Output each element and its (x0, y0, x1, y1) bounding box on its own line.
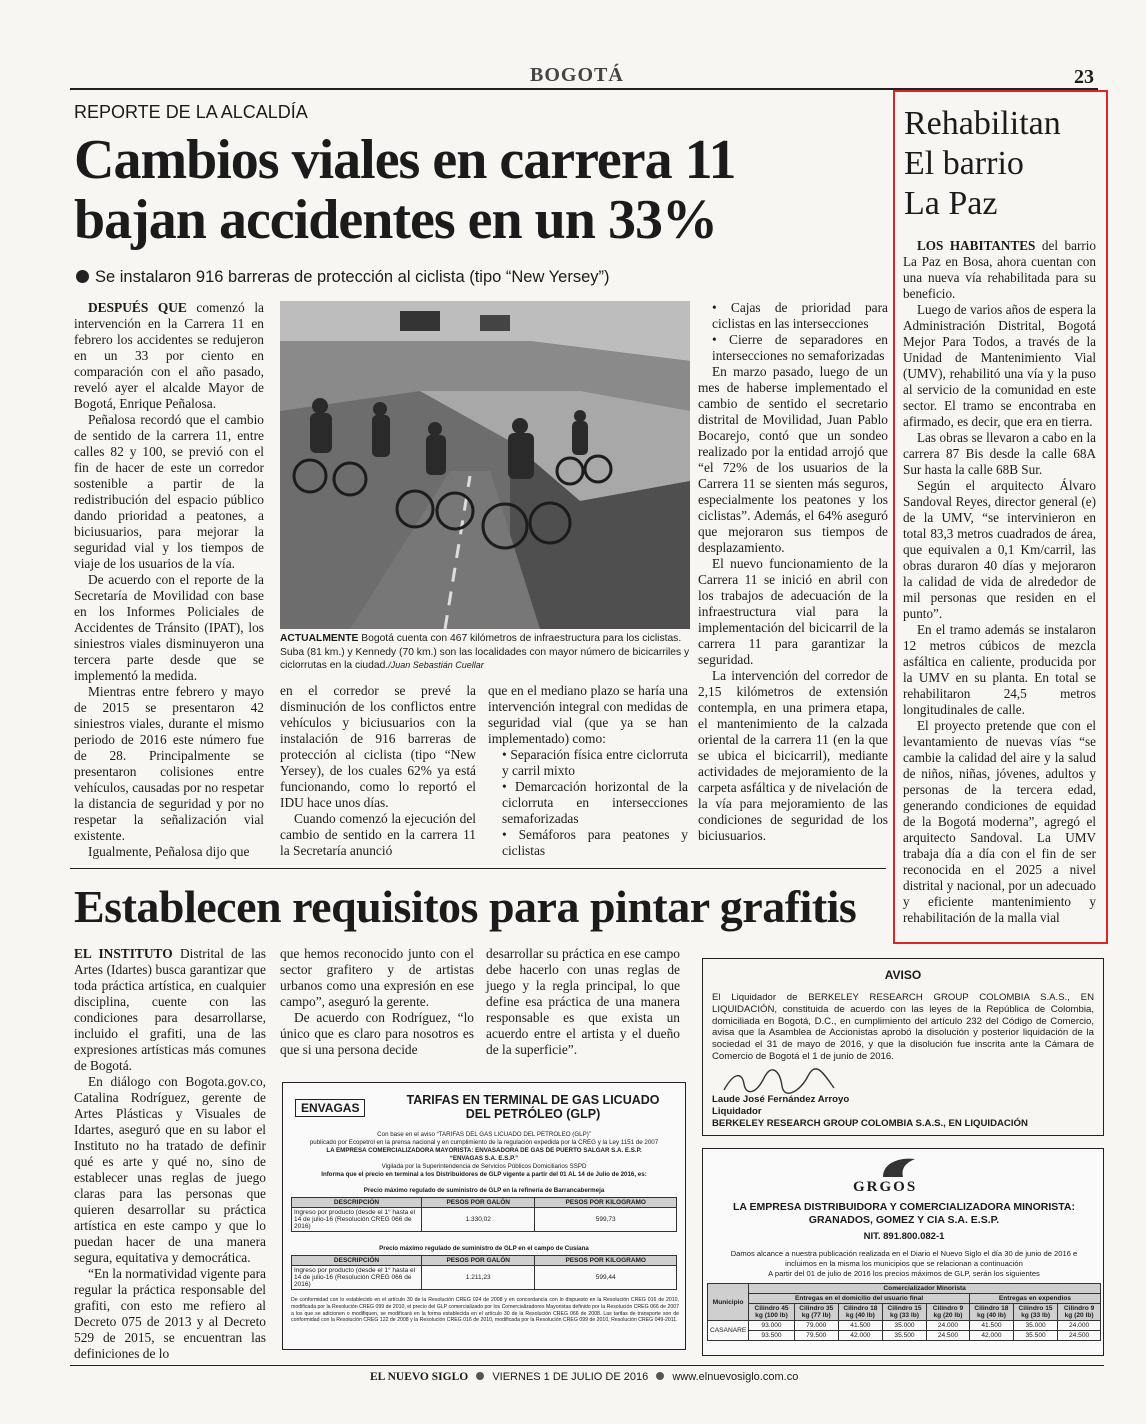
table-cell: 24.000 (927, 1321, 970, 1331)
table-header: Cilindro 15 kg (33 lb) (882, 1304, 926, 1321)
granados-title-line: LA EMPRESA DISTRIBUIDORA Y COMERCIALIZADORA MINORISTA: (732, 1201, 1076, 1213)
table-cell: 42.000 (838, 1331, 882, 1341)
dot-icon (656, 1372, 664, 1380)
table-cell: Ingreso por producto (desde el 1° hasta el 14 de julio-16 (Resolución CREG 066 de 2016) (292, 1208, 422, 1232)
envagas-intro-line: Vigilada por la Superintendencia de Servicios Públicos Domiciliarios SSPD (381, 1163, 587, 1170)
table-header: PESOS POR GALÓN (422, 1198, 535, 1208)
table-title: Precio máximo regulado de suministro de GLP en la refinería de Barrancabermeja (363, 1187, 605, 1194)
envagas-logo: ENVAGAS (295, 1099, 365, 1117)
photo-credit: /Juan Sebastián Cuellar (388, 660, 484, 670)
paragraph: En marzo pasado, luego de un mes de haberse implementado el cambio de sentido el secretario distrital de Movilidad, Juan Pablo Bocarejo, contó que un sondeo realizado por la entidad arrojó que “el 72% de los usuarios de la Carrera 11 se sienten más seguros, especialmente los peatones y los ciclistas”. Además, el 64% aseguró que mejoraron sus tiempos de desplazamiento. (698, 364, 888, 555)
flame-icon (879, 1155, 919, 1181)
photo-illustration (280, 301, 690, 629)
aviso-company: BERKELEY RESEARCH GROUP COLOMBIA S.A.S., EN LIQUIDACIÓN (712, 1118, 1028, 1129)
table-header: PESOS POR KILOGRAMO (535, 1256, 677, 1266)
table-header: Cilindro 9 kg (20 lb) (927, 1304, 970, 1321)
paragraph: “En la normatividad vigente para regular la práctica responsable del grafiti, con esto me refiero al Decreto 075 de 2013 y al Decreto 529 de 2015, se encuentran las definiciones de lo (74, 1266, 266, 1361)
second-col-3 (486, 946, 680, 1058)
table-header: Entregas en el domicilio del usuario final (749, 1294, 970, 1304)
table-header: PESOS POR GALÓN (422, 1256, 535, 1266)
table-cell: 35.000 (1014, 1321, 1058, 1331)
table-header: DESCRIPCIÓN (292, 1198, 422, 1208)
bullet-icon (76, 270, 89, 283)
footer-website[interactable]: www.elnuevosiglo.com.co (672, 1371, 799, 1383)
envagas-title-line: TARIFAS EN TERMINAL DE GAS LICUADO (406, 1093, 660, 1107)
granados-ad (702, 1148, 1104, 1356)
page-number: 23 (1074, 66, 1094, 88)
lead-word: LOS HABITANTES (917, 238, 1036, 253)
envagas-intro-line: LA EMPRESA COMERCIALIZADORA MAYORISTA: ENVASADORA DE GAS DE PUERTO SALGAR S.A. E.S.P. (326, 1147, 642, 1154)
granados-body (709, 1249, 1099, 1279)
kicker: REPORTE DE LA ALCALDÍA (74, 102, 308, 122)
paragraph: En diálogo con Bogota.gov.co, Catalina Rodríguez, gerente de Artes Plásticas y Visuales de Idartes, aseguró que en su labor el Instituto no ha tratado de definir qué es arte y qué no, sino de establecer unas reglas de juego claras para las personas que quieren desarrollar su práctica artística en este campo y que lo puedan hacer de una manera segura, equitativa y democrática. (74, 1074, 266, 1265)
table-cell: 24.500 (927, 1331, 970, 1341)
sidebar-headline-line: La Paz (904, 185, 998, 222)
lead-word: EL INSTITUTO (74, 946, 173, 961)
granados-logo: GRGOS (853, 1179, 918, 1195)
table-cell: CASANARE (708, 1321, 749, 1341)
table-cell: 79.000 (794, 1321, 838, 1331)
table-cell: 35.500 (882, 1331, 926, 1341)
envagas-title (393, 1093, 673, 1121)
paragraph: comenzó la intervención en la Carrera 11 en febrero los accidentes se redujeron en un 33 por ciento en comparación con el año pasado, reveló ayer el alcalde Mayor de Bogotá, Enrique Peñalosa. (74, 300, 264, 411)
caption-text: Bogotá cuenta con 467 kilómetros de infraestructura para los ciclistas. Suba (81 km.) y Kennedy (70 km.) son las localidades con mayor número de bicicarriles y ciclorrutas en la ciudad. (280, 633, 690, 671)
caption-lead: ACTUALMENTE (280, 633, 359, 644)
footer-date: VIERNES 1 DE JULIO DE 2016 (492, 1371, 649, 1383)
main-headline (74, 130, 736, 250)
table-header: DESCRIPCIÓN (292, 1256, 422, 1266)
table-cell: 24.500 (1058, 1331, 1101, 1341)
table-header: Cilindro 18 kg (40 lb) (838, 1304, 882, 1321)
paragraph: Cuando comenzó la ejecución del cambio de sentido en la carrera 11 la Secretaría anunció (280, 811, 476, 858)
table-cell: 42.000 (969, 1331, 1013, 1341)
cyclists-photo (280, 301, 690, 629)
envagas-intro-line: Con base en el aviso “TARIFAS DEL GAS LICUADO DEL PETROLEO (GLP)” (377, 1131, 591, 1138)
subhead (76, 268, 610, 287)
sidebar-headline (904, 104, 1061, 224)
headline-line-2: bajan accidentes en un 33% (74, 189, 717, 251)
paragraph: Igualmente, Peñalosa dijo que (88, 844, 250, 859)
paragraph: Peñalosa recordó que el cambio de sentido de la carrera 11, entre calles 82 y 100, se previó con el fin de hacer de este un corredor sostenible a partir de la redistribución del espacio público dando prioridad a peatones, a biciusuarios, para mejorar la seguridad vial y los tiempos de viaje de los usuarios de la vía. (74, 412, 264, 571)
envagas-intro-line: “ENVAGAS S.A. E.S.P.” (449, 1155, 519, 1162)
table-header: Entregas en expendios (969, 1294, 1100, 1304)
table-cell: Ingreso por producto (desde el 1° hasta el 14 de julio-16 (Resolución CREG 066 de 2016) (292, 1266, 422, 1290)
paragraph: del barrio La Paz en Bosa, ahora cuentan con una nueva vía rehabilitada para su beneficio. (903, 238, 1096, 301)
envagas-intro (289, 1131, 679, 1179)
aviso-body: El Liquidador de BERKELEY RESEARCH GROUP COLOMBIA S.A.S., EN LIQUIDACIÓN, constituida de acuerdo con las leyes de la República de Colombia, domiciliada en Bogotá, D.C., en cumplimiento del artículo 232 del Código de Comercio, avisa que la Asamblea de Accionistas aprobó la disolución y posterior liquidación de la sociedad el 31 de mayo de 2016, y que la disolución fue inscrita ante la Cámara de Comercio de Bogotá el 1 de junio de 2016. (712, 992, 1094, 1062)
sidebar-headline-line: Rehabilitan (904, 105, 1061, 142)
second-col-2 (280, 946, 474, 1058)
table-cell: 1.211,23 (422, 1266, 535, 1290)
footer-rule (70, 1365, 1104, 1366)
lead-word: DESPUÉS QUE (88, 300, 187, 315)
paragraph: que hemos reconocido junto con el sector grafitero y de artistas urbanos como una expresión en ese campo”, aseguró la gerente. (280, 946, 474, 1009)
bullet-item: • Cajas de prioridad para ciclistas en las intersecciones (698, 300, 888, 332)
table-header: Cilindro 15 kg (33 lb) (1014, 1304, 1058, 1321)
aviso-role: Liquidador (712, 1106, 762, 1117)
envagas-table-1 (291, 1197, 677, 1232)
table-cell: 599,44 (535, 1266, 677, 1290)
footer-paper: EL NUEVO SIGLO (370, 1371, 469, 1383)
sidebar-body (903, 238, 1096, 926)
aviso-signer-block (712, 1094, 1028, 1130)
table-cell: 41.500 (838, 1321, 882, 1331)
headline-line-1: Cambios viales en carrera 11 (74, 129, 736, 191)
paragraph: El nuevo funcionamiento de la Carrera 11 se inició en abril con los trabajos de adecuación de la infraestructura vial para la implementación del bicicarril de la carrera 11 para garantizar la seguridad. (698, 556, 888, 667)
main-col-3 (488, 683, 688, 859)
envagas-ad (282, 1082, 686, 1350)
main-col-2 (280, 683, 476, 859)
table-header: Cilindro 35 kg (77 lb) (794, 1304, 838, 1321)
table-cell: 35.000 (882, 1321, 926, 1331)
paragraph: En el tramo además se instalaron 12 metros cúbicos de mezcla asfáltica en caliente, producida por la UMV en su planta. En total se rehabilitaron 24,5 metros longitudinales de calle. (903, 622, 1096, 717)
paragraph: Mientras entre febrero y mayo de 2015 se presentaron 42 siniestros viales, durante el mismo periodo de 2016 este número fue de 28. Principalmente se presentaron colisiones entre vehículos, causadas por no respetar la distancia de seguridad y por no respetar la señalización vial existente. (74, 684, 264, 843)
granados-body-line: Damos alcance a nuestra publicación realizada en el Diario el Nuevo Siglo el día 30 de junio de 2016 e (730, 1249, 1078, 1258)
footer (370, 1371, 798, 1383)
section-divider (70, 868, 886, 869)
table-header: Cilindro 45 kg (100 lb) (749, 1304, 794, 1321)
table-cell: 93.500 (749, 1331, 794, 1341)
table-header: Comercializador Minorista (749, 1284, 1101, 1294)
main-col-1 (74, 300, 264, 860)
paragraph: que en el mediano plazo se haría una intervención integral con medidas de seguridad vial (que ya se han implementado) como: (488, 683, 688, 746)
bullet-item: • Cierre de separadores en intersecciones no semaforizadas (698, 332, 888, 364)
table-cell: 1.330,02 (422, 1208, 535, 1232)
paragraph: Luego de varios años de espera la Administración Distrital, Bogotá Mejor Para Todos, a través de la Unidad de Mantenimiento Vial (UMV), rehabilitó una vía y la puso al servicio de la comunidad en este sector. El tramo se encontraba en afirmado, es decir, que era en tierra. (903, 302, 1096, 429)
envagas-title-line: DEL PETRÓLEO (GLP) (465, 1107, 601, 1121)
dot-icon (476, 1372, 484, 1380)
paragraph: en el corredor se prevé la disminución de los conflictos entre vehículos y biciusuarios con la instalación de 916 barreras de protección al ciclista (tipo “New Yersey), de los cuales 62% ya está funcionando, como lo reportó el IDU hace unos días. (280, 683, 476, 810)
bullet-item: • Separación física entre ciclorruta y carril mixto (488, 747, 688, 779)
granados-title (703, 1201, 1105, 1227)
envagas-intro-line: Informa que el precio en terminal a los Distribuidores de GLP vigente a partir del 01 AL 14 de Julio de 2016, es: (321, 1171, 647, 1178)
photo-caption (280, 632, 690, 673)
envagas-footnote: De conformidad con lo establecido en el artículo 30 de la Resolución CREG 024 de 2008 y en concordancia con lo dispuesto en la Resolución CREG 016 de 2010, modificada por la Resolución CREG 099 de 2010, el precio del GLP comercializado por los Comercializadores Mayoristas definido por la Resolución CREG 066 de 2007 a los que se adicionen o modifiquen, se modificará en la forma establecida en el artículo 30 de la Resolución CREG 066 de 2008. Las tarifas de transporte son de conformidad con la Resolución CREG 122 de 2008 y la Resolución CREG 016 de 2010, modificada por la Resolución CREG 099 de 2010, Resolución CREG 049-2011. (291, 1297, 679, 1324)
table-header: Cilindro 18 kg (40 lb) (969, 1304, 1013, 1321)
granados-body-line: A partir del 01 de julio de 2016 los precios máximos de GLP, serán los siguientes (768, 1269, 1040, 1278)
granados-price-table (707, 1283, 1101, 1341)
section-label: BOGOTÁ (530, 64, 624, 86)
granados-nit: NIT. 891.800.082-1 (863, 1231, 945, 1242)
paragraph: La intervención del corredor de 2,15 kilómetros de extensión contempla, en una primera etapa, el mantenimiento de la calzada oriental de la carrera 11 (en la que se ubica el bicicarril), mediante actividades de mejoramiento de la carpeta asfáltica y de nivelación de la vía para mejoramiento de las condiciones de seguridad de los biciusuarios. (698, 668, 888, 843)
table-cell: 93.000 (749, 1321, 794, 1331)
paragraph: Las obras se llevaron a cabo en la carrera 87 Bis desde la calle 68A Sur hasta la calle 68B Sur. (903, 430, 1096, 477)
second-col-1 (74, 946, 266, 1362)
table-cell: 35.500 (1014, 1331, 1058, 1341)
table-title: Precio máximo regulado de suministro de GLP en el campo de Cusiana (379, 1245, 589, 1252)
paragraph: El proyecto pretende que con el levantamiento de nuevas vías “se cambie la calidad del aire y la salud de niños, niñas, jóvenes, adultos y personas de la tercera edad, generando condiciones de equidad de la Bogotá moderna”, agregó el arquitecto Sandoval. La UMV trabaja día a día con el fin de ser reconocida en el 2025 a nivel distrital y nacional, por un adecuado y eficiente mantenimiento y rehabilitación de la malla vial (903, 718, 1096, 925)
paragraph: desarrollar su práctica en ese campo debe hacerlo con unas reglas de juego y la regla principal, lo que define esa práctica de una manera responsable es que exista un acuerdo entre el artista y el dueño de la superficie”. (486, 946, 680, 1057)
granados-body-line: incluimos en la misma los municipios que se relacionan a continuación (785, 1259, 1023, 1268)
aviso-signer: Laude José Fernández Arroyo (712, 1094, 850, 1105)
bullet-item: • Semáforos para peatones y ciclistas (488, 827, 688, 859)
table-cell: 79.500 (794, 1331, 838, 1341)
envagas-table-2 (291, 1255, 677, 1290)
paragraph: De acuerdo con el reporte de la Secretaría de Movilidad con base en los Informes Policiales de Accidentes de Tránsito (IPAT), los siniestros viales disminuyeron una tercera parte desde que se implementó la medida. (74, 572, 264, 683)
granados-title-line: GRANADOS, GOMEZ Y CIA S.A. E.S.P. (808, 1214, 1000, 1226)
sidebar-headline-line: El barrio (904, 145, 1024, 182)
main-col-4 (698, 300, 888, 844)
subhead-text: Se instalaron 916 barreras de protección al ciclista (tipo “New Yersey”) (95, 268, 610, 286)
paragraph: Según el arquitecto Álvaro Sandoval Reyes, director general (e) de la UMV, “se intervinieron en total 83,3 metros cuadrados de área, que equivalen a 0,1 Km/carril, las obras duraron 40 días y mejoraron la calidad de vida de alrededor de mil personas que residen en el punto”. (903, 478, 1096, 621)
bullet-item: • Demarcación horizontal de la ciclorruta en intersecciones semaforizadas (488, 779, 688, 827)
table-header: Municipio (708, 1284, 749, 1321)
table-header: Cilindro 9 kg (20 lb) (1058, 1304, 1101, 1321)
table-cell: 24.000 (1058, 1321, 1101, 1331)
paragraph: De acuerdo con Rodríguez, “lo único que es claro para nosotros es que si una persona decide (280, 1010, 474, 1057)
table-cell: 41.500 (969, 1321, 1013, 1331)
aviso-title: AVISO (884, 968, 922, 982)
table-cell: 599,73 (535, 1208, 677, 1232)
second-headline: Establecen requisitos para pintar grafitis (74, 881, 857, 932)
paragraph: Distrital de las Artes (Idartes) busca garantizar que toda práctica artística, en cualquier disciplina, cuente con las condiciones para desarrollarse, incluido el grafiti, una de las expresiones artísticas más comunes de Bogotá. (74, 946, 266, 1073)
envagas-intro-line: publicado por Ecopetrol en la prensa nacional y en cumplimiento de la regulación expedida por la CREG y la Ley 1151 de 2007 (309, 1139, 659, 1146)
table-header: PESOS POR KILOGRAMO (535, 1198, 677, 1208)
